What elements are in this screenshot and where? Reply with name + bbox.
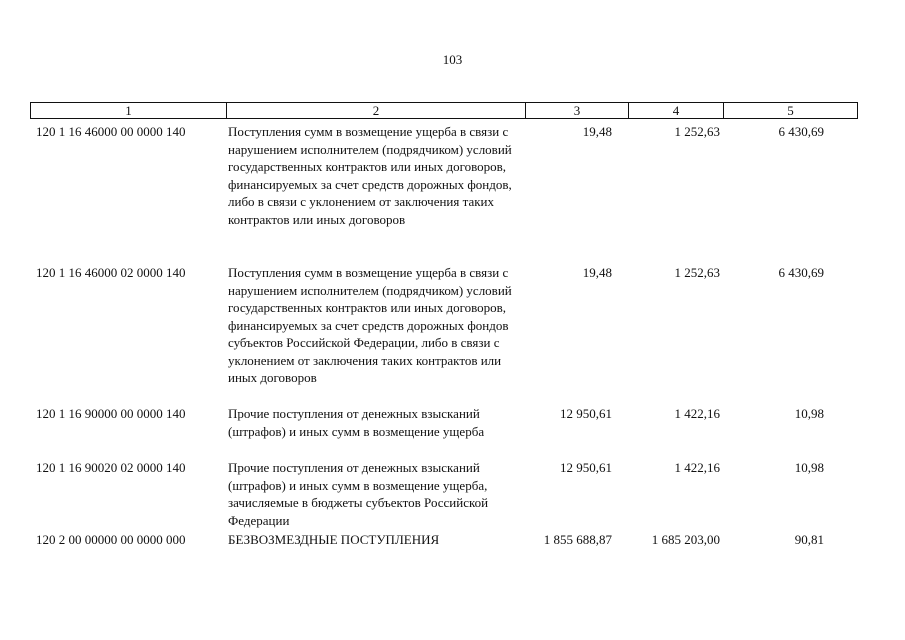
budget-code: 120 1 16 90020 02 0000 140 <box>36 460 186 475</box>
budget-code: 120 2 00 00000 00 0000 000 <box>36 532 186 547</box>
budget-code: 120 1 16 46000 00 0000 140 <box>36 124 186 139</box>
table-header <box>30 102 858 119</box>
value-column-3: 19,48 <box>582 124 612 139</box>
column-header-4: 4 <box>629 103 724 118</box>
budget-code: 120 1 16 90000 00 0000 140 <box>36 406 186 421</box>
value-column-4: 1 252,63 <box>674 265 720 280</box>
value-column-4: 1 252,63 <box>674 124 720 139</box>
income-name: Прочие поступления от денежных взысканий (штрафов) и иных сумм в возмещение ущерба, зачисляемые в бюджеты субъектов Российской Федерации <box>228 460 489 528</box>
value-column-3: 1 855 688,87 <box>543 532 612 547</box>
value-column-5: 6 430,69 <box>778 124 824 139</box>
income-name: Прочие поступления от денежных взысканий (штрафов) и иных сумм в возмещение ущерба <box>228 406 485 439</box>
value-column-3: 19,48 <box>582 265 612 280</box>
income-name: БЕЗВОЗМЕЗДНЫЕ ПОСТУПЛЕНИЯ <box>228 532 440 547</box>
value-column-3: 12 950,61 <box>560 460 612 475</box>
column-header-2: 2 <box>227 103 526 118</box>
value-column-4: 1 422,16 <box>674 460 720 475</box>
value-column-3: 12 950,61 <box>560 406 612 421</box>
value-column-5: 10,98 <box>794 406 824 421</box>
income-name: Поступления сумм в возмещение ущерба в связи с нарушением исполнителем (подрядчиком) условий государственных контрактов или иных договоров, финансируемых за счет средств дорожных фондов, либо в связи с уклонением от заключения таких контрактов или иных договоров <box>228 124 512 227</box>
income-name: Поступления сумм в возмещение ущерба в связи с нарушением исполнителем (подрядчиком) условий государственных контрактов или иных договоров, финансируемых за счет средств дорожных фондов субъектов Российской Федерации, либо в связи с уклонением от заключения таких контрактов или иных договоров <box>228 265 512 385</box>
column-header-1: 1 <box>31 103 227 118</box>
budget-code: 120 1 16 46000 02 0000 140 <box>36 265 186 280</box>
page-number: 103 <box>442 52 463 67</box>
column-header-3: 3 <box>526 103 629 118</box>
column-header-5: 5 <box>787 103 794 118</box>
value-column-5: 90,81 <box>794 532 824 547</box>
value-column-4: 1 422,16 <box>674 406 720 421</box>
value-column-4: 1 685 203,00 <box>651 532 720 547</box>
value-column-5: 10,98 <box>794 460 824 475</box>
value-column-5: 6 430,69 <box>778 265 824 280</box>
